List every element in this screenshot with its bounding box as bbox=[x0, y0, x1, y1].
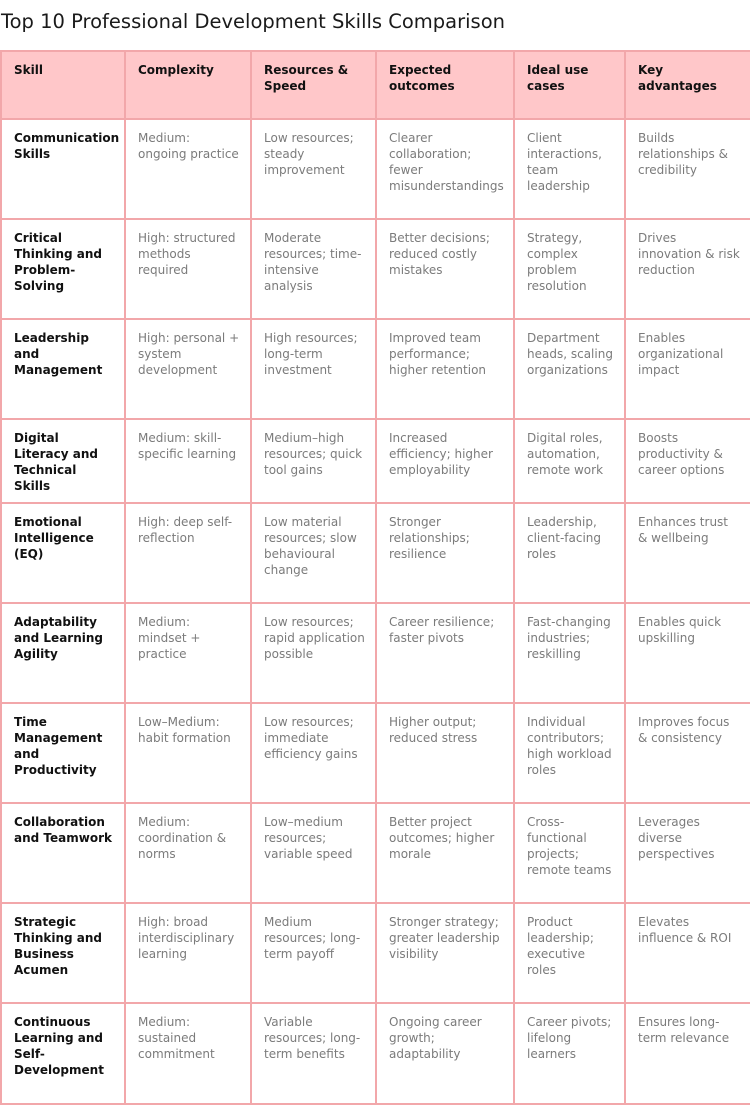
skill-cell: Emotional Intelligence (EQ) bbox=[1, 503, 125, 603]
expected-outcomes-cell: Better decisions; reduced costly mistakes bbox=[376, 219, 514, 319]
table-row bbox=[1, 1003, 750, 1104]
table-row bbox=[1, 803, 750, 903]
expected-outcomes-cell: Stronger strategy; greater leadership visibility bbox=[376, 903, 514, 1003]
skill-cell: Time Management and Productivity bbox=[1, 703, 125, 803]
expected-outcomes-cell: Career resilience; faster pivots bbox=[376, 603, 514, 703]
page-title: Top 10 Professional Development Skills Comparison bbox=[1, 10, 506, 33]
resources-speed-cell: Medium–high resources; quick tool gains bbox=[251, 419, 376, 503]
skill-cell: Communication Skills bbox=[1, 119, 125, 219]
complexity-cell: Medium: skill-specific learning bbox=[125, 419, 251, 503]
complexity-cell: Medium: ongoing practice bbox=[125, 119, 251, 219]
resources-speed-cell: Low resources; immediate efficiency gains bbox=[251, 703, 376, 803]
ideal-use-cases-cell: Leadership, client-facing roles bbox=[514, 503, 625, 603]
column-header-complexity: Complexity bbox=[125, 51, 251, 119]
key-advantages-cell: Ensures long-term relevance bbox=[625, 1003, 750, 1104]
column-header-expected-outcomes: Expected outcomes bbox=[376, 51, 514, 119]
ideal-use-cases-cell: Strategy, complex problem resolution bbox=[514, 219, 625, 319]
skill-cell: Digital Literacy and Technical Skills bbox=[1, 419, 125, 503]
resources-speed-cell: Low material resources; slow behavioural change bbox=[251, 503, 376, 603]
ideal-use-cases-cell: Fast-changing industries; reskilling bbox=[514, 603, 625, 703]
ideal-use-cases-cell: Digital roles, automation, remote work bbox=[514, 419, 625, 503]
expected-outcomes-cell: Increased efficiency; higher employability bbox=[376, 419, 514, 503]
table-row bbox=[1, 419, 750, 503]
resources-speed-cell: Low–medium resources; variable speed bbox=[251, 803, 376, 903]
skill-cell: Collaboration and Teamwork bbox=[1, 803, 125, 903]
ideal-use-cases-cell: Career pivots; lifelong learners bbox=[514, 1003, 625, 1104]
skill-cell: Critical Thinking and Problem-Solving bbox=[1, 219, 125, 319]
complexity-cell: High: personal + system development bbox=[125, 319, 251, 419]
ideal-use-cases-cell: Cross-functional projects; remote teams bbox=[514, 803, 625, 903]
resources-speed-cell: High resources; long-term investment bbox=[251, 319, 376, 419]
table-row bbox=[1, 119, 750, 219]
resources-speed-cell: Variable resources; long-term benefits bbox=[251, 1003, 376, 1104]
complexity-cell: Low–Medium: habit formation bbox=[125, 703, 251, 803]
complexity-cell: Medium: coordination & norms bbox=[125, 803, 251, 903]
expected-outcomes-cell: Improved team performance; higher retention bbox=[376, 319, 514, 419]
key-advantages-cell: Leverages diverse perspectives bbox=[625, 803, 750, 903]
key-advantages-cell: Drives innovation & risk reduction bbox=[625, 219, 750, 319]
expected-outcomes-cell: Clearer collaboration; fewer misunderstandings bbox=[376, 119, 514, 219]
ideal-use-cases-cell: Individual contributors; high workload roles bbox=[514, 703, 625, 803]
key-advantages-cell: Enables quick upskilling bbox=[625, 603, 750, 703]
expected-outcomes-cell: Ongoing career growth; adaptability bbox=[376, 1003, 514, 1104]
table-row bbox=[1, 703, 750, 803]
ideal-use-cases-cell: Product leadership; executive roles bbox=[514, 903, 625, 1003]
table-row bbox=[1, 503, 750, 603]
resources-speed-cell: Medium resources; long-term payoff bbox=[251, 903, 376, 1003]
key-advantages-cell: Builds relationships & credibility bbox=[625, 119, 750, 219]
table-row bbox=[1, 603, 750, 703]
ideal-use-cases-cell: Client interactions, team leadership bbox=[514, 119, 625, 219]
resources-speed-cell: Moderate resources; time-intensive analysis bbox=[251, 219, 376, 319]
header-row bbox=[1, 51, 750, 119]
column-header-resources-speed: Resources & Speed bbox=[251, 51, 376, 119]
table-row bbox=[1, 219, 750, 319]
skills-comparison-table bbox=[0, 50, 750, 1105]
complexity-cell: High: deep self-reflection bbox=[125, 503, 251, 603]
resources-speed-cell: Low resources; rapid application possible bbox=[251, 603, 376, 703]
ideal-use-cases-cell: Department heads, scaling organizations bbox=[514, 319, 625, 419]
key-advantages-cell: Enables organizational impact bbox=[625, 319, 750, 419]
key-advantages-cell: Enhances trust & wellbeing bbox=[625, 503, 750, 603]
skill-cell: Strategic Thinking and Business Acumen bbox=[1, 903, 125, 1003]
complexity-cell: Medium: mindset + practice bbox=[125, 603, 251, 703]
complexity-cell: Medium: sustained commitment bbox=[125, 1003, 251, 1104]
key-advantages-cell: Improves focus & consistency bbox=[625, 703, 750, 803]
column-header-ideal-use-cases: Ideal use cases bbox=[514, 51, 625, 119]
column-header-key-advantages: Key advantages bbox=[625, 51, 750, 119]
column-header-skill: Skill bbox=[1, 51, 125, 119]
key-advantages-cell: Elevates influence & ROI bbox=[625, 903, 750, 1003]
complexity-cell: High: structured methods required bbox=[125, 219, 251, 319]
skill-cell: Leadership and Management bbox=[1, 319, 125, 419]
key-advantages-cell: Boosts productivity & career options bbox=[625, 419, 750, 503]
resources-speed-cell: Low resources; steady improvement bbox=[251, 119, 376, 219]
expected-outcomes-cell: Stronger relationships; resilience bbox=[376, 503, 514, 603]
skill-cell: Adaptability and Learning Agility bbox=[1, 603, 125, 703]
skill-cell: Continuous Learning and Self-Development bbox=[1, 1003, 125, 1104]
expected-outcomes-cell: Better project outcomes; higher morale bbox=[376, 803, 514, 903]
complexity-cell: High: broad interdisciplinary learning bbox=[125, 903, 251, 1003]
table-row bbox=[1, 319, 750, 419]
expected-outcomes-cell: Higher output; reduced stress bbox=[376, 703, 514, 803]
table-row bbox=[1, 903, 750, 1003]
